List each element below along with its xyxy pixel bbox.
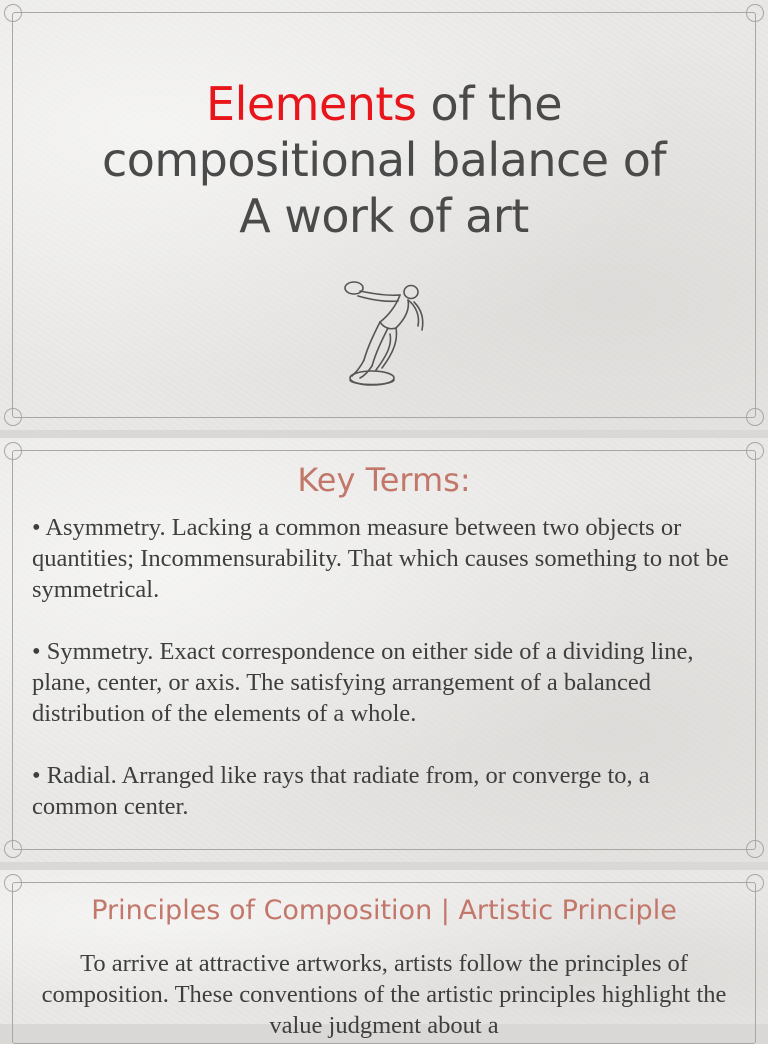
frame-corner-ornament bbox=[746, 874, 764, 892]
page-title bbox=[40, 76, 728, 244]
frame-corner-ornament bbox=[4, 840, 22, 858]
frame-corner-ornament bbox=[4, 4, 22, 22]
title-line-3: A work of art bbox=[239, 189, 529, 243]
title-accent-word: Elements bbox=[206, 77, 417, 131]
frame-corner-ornament bbox=[4, 408, 22, 426]
frame-corner-ornament bbox=[746, 408, 764, 426]
term-symmetry: • Symmetry. Exact correspondence on either side of a dividing line, plane, center, or axis. The satisfying arrangement of a balanced distribution of the elements of a whole. bbox=[32, 638, 694, 727]
frame-corner-ornament bbox=[746, 4, 764, 22]
principles-body: To arrive at attractive artworks, artists follow the principles of composition. These conventions of the artistic principles highlight the value judgment about a bbox=[41, 950, 727, 1039]
discus-thrower-icon bbox=[338, 276, 432, 394]
title-line-1: of the bbox=[416, 77, 562, 131]
key-terms-heading: Key Terms: bbox=[297, 461, 471, 499]
key-terms-list bbox=[32, 512, 740, 822]
frame-corner-ornament bbox=[746, 840, 764, 858]
frame-corner-ornament bbox=[4, 874, 22, 892]
term-asymmetry: • Asymmetry. Lacking a common measure between two objects or quantities; Incommensurability. That which causes something to not be symmetrical. bbox=[32, 514, 729, 603]
key-terms-slide bbox=[0, 438, 768, 862]
principles-slide bbox=[0, 870, 768, 1039]
title-line-2: compositional balance of bbox=[101, 133, 667, 187]
principles-heading: Principles of Composition | Artistic Principle bbox=[91, 895, 677, 926]
term-radial: • Radial. Arranged like rays that radiate from, or converge to, a common center. bbox=[32, 762, 650, 820]
title-slide bbox=[0, 0, 768, 430]
